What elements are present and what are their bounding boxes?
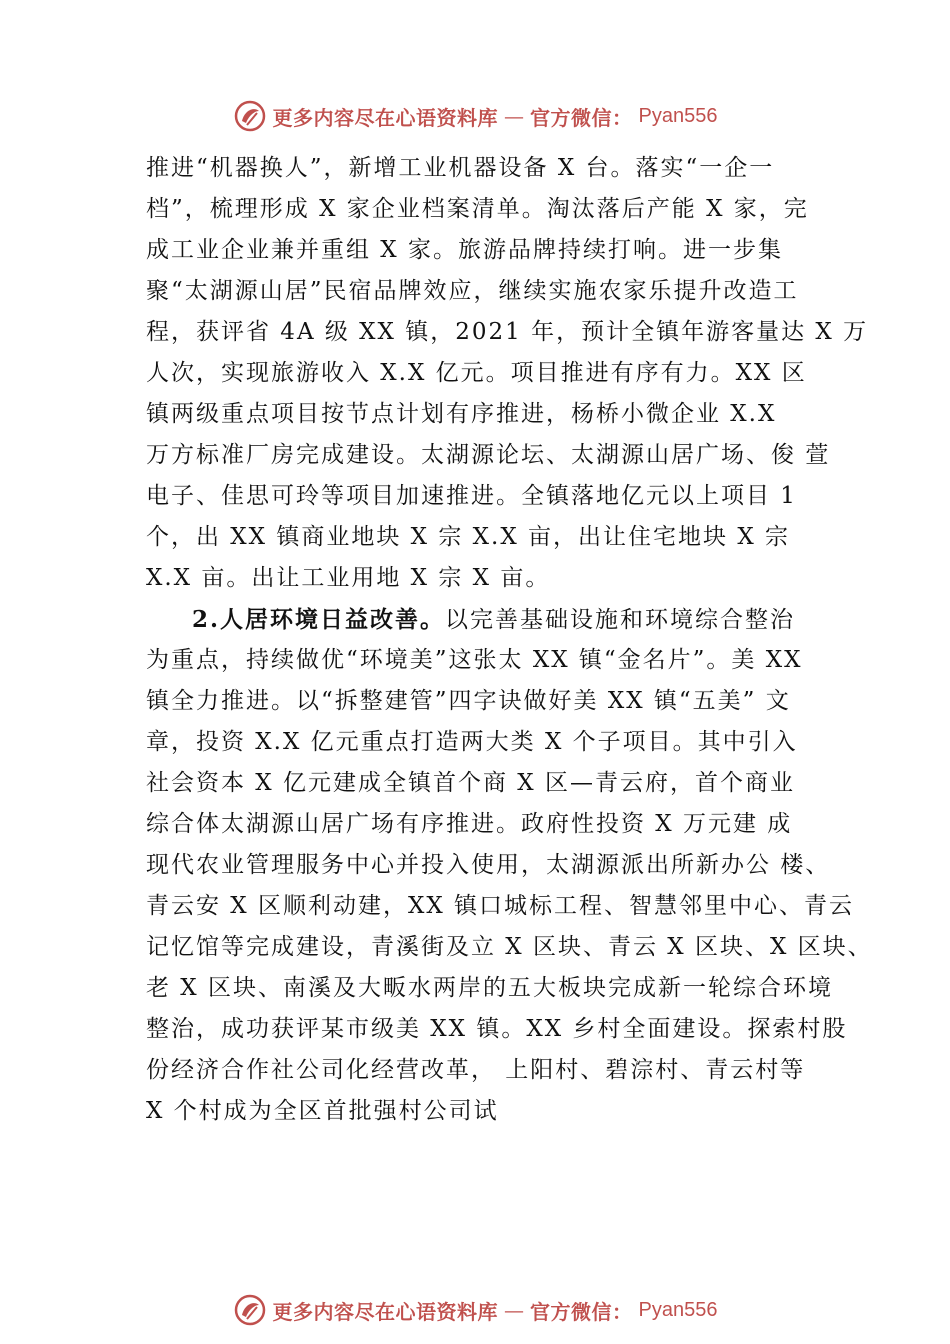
- text-line: 老 X 区块、南溪及大畈水两岸的五大板块完成新一轮综合环境: [146, 975, 833, 1001]
- paragraph-1: [146, 148, 869, 599]
- text-line: 综合体太湖源山居广场有序推进。政府性投资 X 万元建 成: [146, 811, 793, 837]
- swirl-logo-icon: [233, 99, 267, 133]
- paragraph-2-first-line: [146, 599, 836, 640]
- section-heading: 2.人居环境日益改善。: [192, 606, 446, 633]
- text-line: X 个村成为全区首批强村公司试: [146, 1098, 499, 1124]
- text-line: 万方标准厂房完成建设。太湖源论坛、太湖源山居广场、俊 萱: [146, 442, 831, 468]
- text-line: 整治，成功获评某市级美 XX 镇。XX 乡村全面建设。探索村股: [146, 1016, 848, 1042]
- document-body: [146, 148, 873, 1132]
- text-line: 镇全力推进。以“拆整建管”四字诀做好美 XX 镇“五美” 文: [146, 688, 791, 714]
- text-line: 电子、佳思可玲等项目加速推进。全镇落地亿元以上项目 1: [146, 483, 797, 509]
- paragraph-2: [146, 599, 873, 1132]
- text-line: 为重点，持续做优“环境美”这张太 XX 镇“金名片”。美 XX: [146, 647, 803, 673]
- text-line: 人次，实现旅游收入 X.X 亿元。项目推进有序有力。XX 区: [146, 360, 807, 386]
- text-line: 程，获评省 4A 级 XX 镇，2021 年，预计全镇年游客量达 X 万: [146, 319, 869, 345]
- text-line: 现代农业管理服务中心并投入使用，太湖源派出所新办公 楼、: [146, 852, 831, 878]
- header-watermark: [0, 96, 950, 136]
- text-line: 记忆馆等完成建设，青溪街及立 X 区块、青云 X 区块、X 区块、: [146, 934, 873, 960]
- text-line: 社会资本 X 亿元建成全镇首个商 X 区—青云府，首个商业: [146, 770, 795, 796]
- swirl-logo-icon: [233, 1293, 267, 1327]
- watermark-name: 更多内容尽在心语资料库: [272, 1299, 499, 1324]
- watermark-account: Pyan556: [638, 1298, 718, 1321]
- text-line: 个，出 XX 镇商业地块 X 宗 X.X 亩，出让住宅地块 X 宗: [146, 524, 791, 550]
- watermark-account: Pyan556: [638, 104, 718, 127]
- watermark-official: 官方微信：: [530, 105, 633, 130]
- text-line: 章，投资 X.X 亿元重点打造两大类 X 个子项目。其中引入: [146, 729, 798, 755]
- text-line: 档”，梳理形成 X 家企业档案清单。淘汰落后产能 X 家，完: [146, 196, 809, 222]
- text-line: X.X 亩。出让工业用地 X 宗 X 亩。: [146, 565, 551, 591]
- text-line: 成工业企业兼并重组 X 家。旅游品牌持续打响。进一步集: [146, 237, 783, 263]
- text-line: 推进“机器换人”，新增工业机器设备 X 台。落实“一企一: [146, 155, 775, 181]
- watermark-dash: —: [504, 104, 525, 128]
- text-line: 青云安 X 区顺利动建，XX 镇口城标工程、智慧邻里中心、青云: [146, 893, 855, 919]
- watermark-dash: —: [504, 1298, 525, 1322]
- text-line: 聚“太湖源山居”民宿品牌效应，继续实施农家乐提升改造工: [146, 278, 799, 304]
- text-span: 以完善基础设施和环境综合整治: [445, 607, 796, 633]
- text-line: 镇两级重点项目按节点计划有序推进，杨桥小微企业 X.X: [146, 401, 777, 427]
- watermark-name: 更多内容尽在心语资料库: [272, 105, 499, 130]
- watermark-official: 官方微信：: [530, 1299, 633, 1324]
- footer-watermark: [0, 1290, 950, 1330]
- text-line: 份经济合作社公司化经营改革， 上阳村、碧淙村、青云村等: [146, 1057, 806, 1083]
